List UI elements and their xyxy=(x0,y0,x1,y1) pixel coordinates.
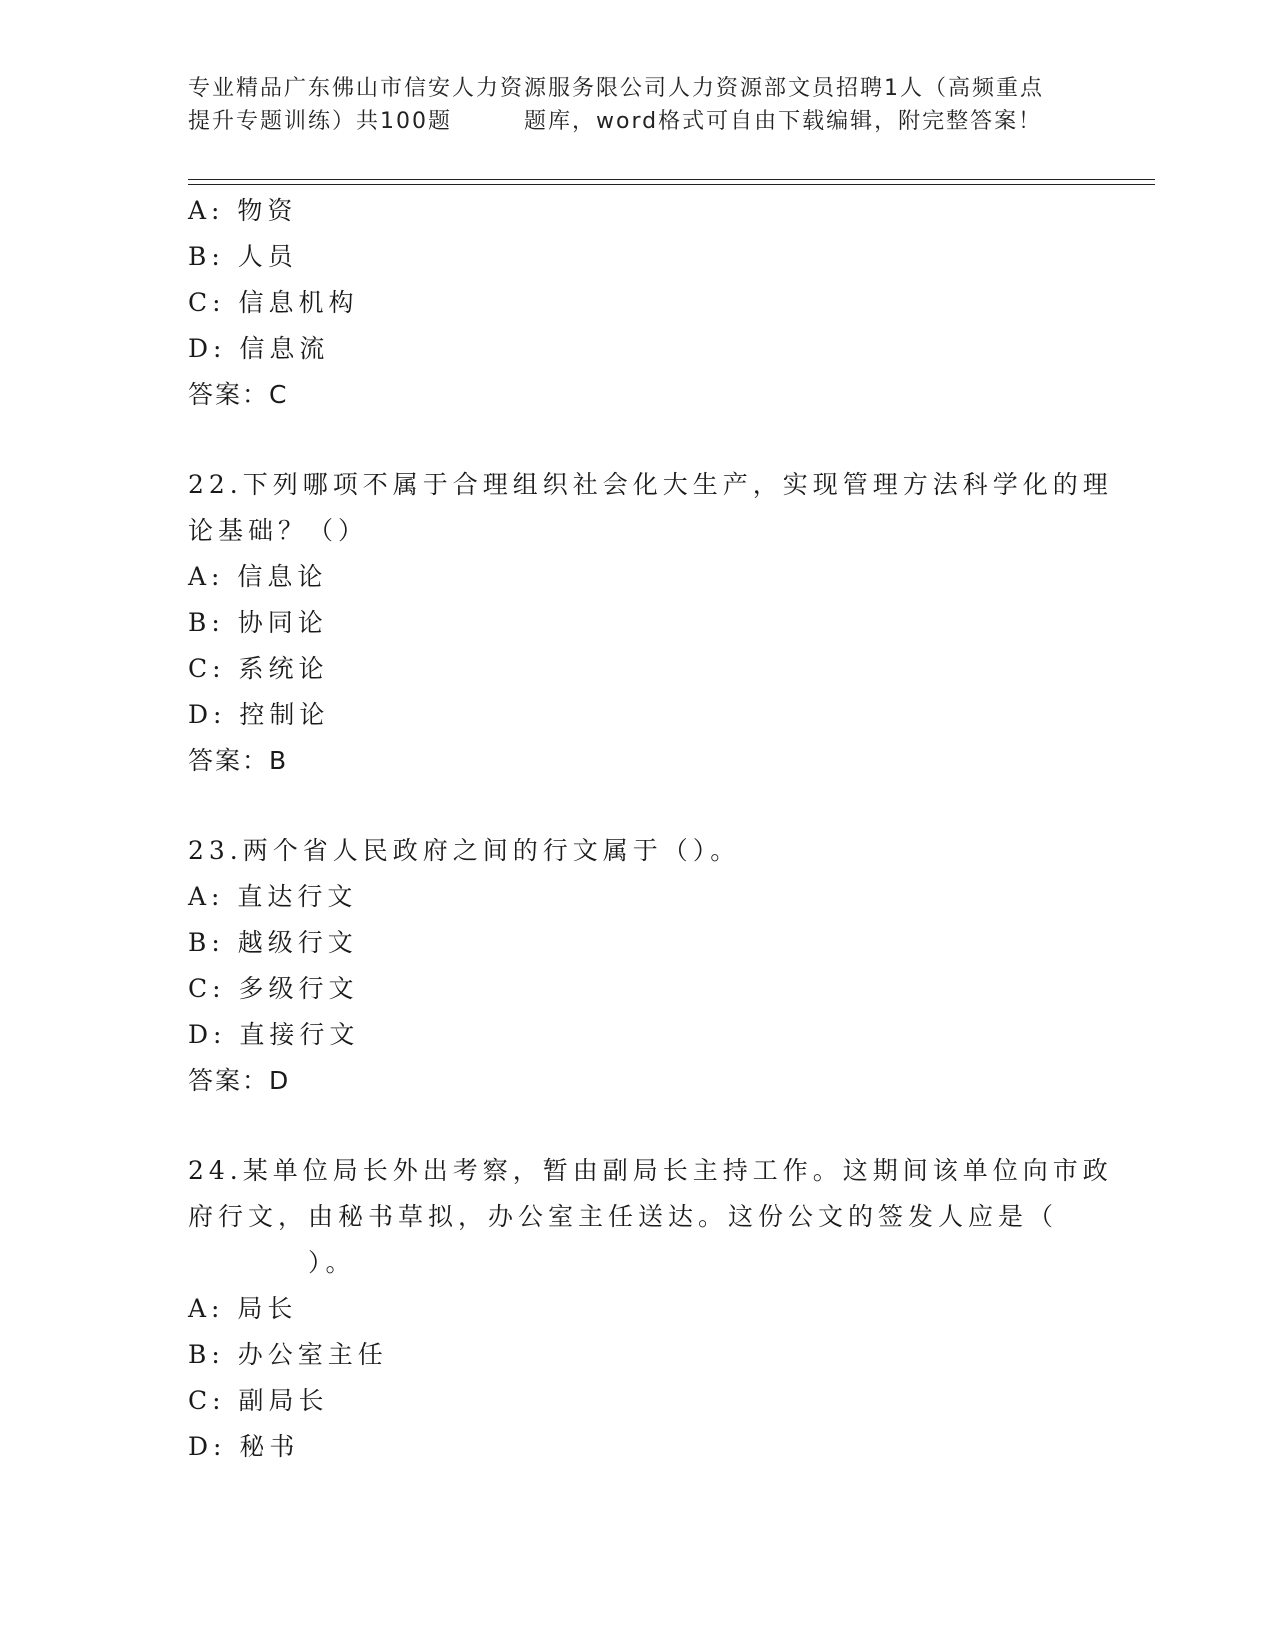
header-line-2-part-a: 提升专题训练）共100题 xyxy=(188,109,452,134)
answer: 答案：D xyxy=(188,1066,291,1095)
question-21 xyxy=(188,188,1108,418)
option-b: B: 越级行文 xyxy=(188,928,358,957)
header-line-2 xyxy=(188,105,1088,138)
option-a: A: 局长 xyxy=(188,1294,298,1323)
question-stem-line-2: 府行文，由秘书草拟，办公室主任送达。这份公文的签发人应是（ xyxy=(188,1202,1059,1231)
option-c: C: 系统论 xyxy=(188,654,329,683)
option-d: D: 直接行文 xyxy=(188,1020,360,1049)
option-c: C: 信息机构 xyxy=(188,288,359,317)
question-22 xyxy=(188,462,1113,784)
answer: 答案：C xyxy=(188,380,289,409)
option-a: A: 信息论 xyxy=(188,562,328,591)
answer: 答案：B xyxy=(188,746,289,775)
question-list xyxy=(188,188,1113,1470)
option-d: D: 信息流 xyxy=(188,334,330,363)
question-stem-line-3: ）。 xyxy=(308,1248,356,1277)
question-24 xyxy=(188,1148,1113,1470)
header-line-1: 专业精品广东佛山市信安人力资源服务限公司人力资源部文员招聘1人（高频重点 xyxy=(188,76,1044,101)
question-stem-line-1: 23.两个省人民政府之间的行文属于（）。 xyxy=(188,836,741,865)
header-divider-top xyxy=(188,179,1155,180)
question-stem-line-1: 22.下列哪项不属于合理组织社会化大生产，实现管理方法科学化的理 xyxy=(188,470,1113,499)
header-divider-bottom xyxy=(188,184,1155,185)
option-a: A: 直达行文 xyxy=(188,882,358,911)
header-line-2-part-b: 题库，word格式可自由下载编辑，附完整答案！ xyxy=(524,109,1043,134)
question-23 xyxy=(188,828,1108,1104)
option-a: A: 物资 xyxy=(188,196,298,225)
option-d: D: 控制论 xyxy=(188,700,330,729)
question-stem-line-1: 24.某单位局长外出考察，暂由副局长主持工作。这期间该单位向市政 xyxy=(188,1156,1113,1185)
question-stem-line-2: 论基础？（） xyxy=(188,516,369,545)
option-b: B: 办公室主任 xyxy=(188,1340,388,1369)
option-c: C: 副局长 xyxy=(188,1386,329,1415)
document-header xyxy=(188,72,1088,138)
option-b: B: 协同论 xyxy=(188,608,328,637)
option-c: C: 多级行文 xyxy=(188,974,359,1003)
option-d: D: 秘书 xyxy=(188,1432,300,1461)
option-b: B: 人员 xyxy=(188,242,298,271)
